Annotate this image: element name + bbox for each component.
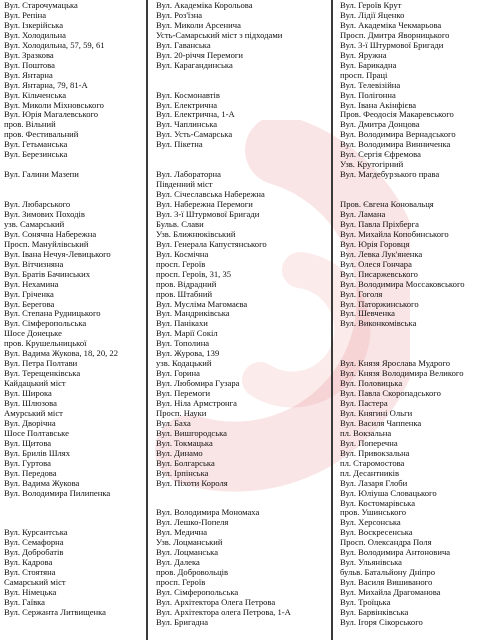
street-entry: Вул. Широка [4,389,52,399]
street-entry: Вул. Паторжинського [340,299,419,309]
street-entry: Вул. Миколи Міхновського [4,100,104,110]
street-entry: Вул. Галини Мазепи [4,170,79,180]
street-entry: Бульв. Слави [156,219,204,229]
street-entry: Вул. Кадрова [4,558,53,568]
street-entry: Вул. Петра Полтави [4,359,78,369]
street-entry: Вул. Архітектора Олега Петрова [156,598,276,607]
street-entry [4,160,144,170]
street-entry: Вул. Старочумацька [4,1,78,10]
street-entry [340,329,498,339]
street-entry: пров. Добровольців [156,568,229,578]
street-entry [156,150,328,160]
street-entry: Вул. Марії Сокіл [156,329,218,339]
street-entry: Вул. Генерала Капустянського [156,239,267,249]
street-entry: Узв. Крутогірний [340,160,404,170]
street-entry: Вул. Мандриківська [156,309,230,319]
street-entry: Вул. Курсантська [4,528,68,538]
street-entry: Вул. Нехамина [4,279,59,289]
street-entry: пров. Крушельницької [4,339,87,349]
street-entry: Вул. Болгарська [156,458,215,468]
street-entry: Вул. Брилів Шлях [4,448,71,458]
street-entry: Вул. Усть-Самарська [156,130,233,140]
street-entry: Вул. Лідії Яценко [340,10,405,20]
street-entry: Вул. Князя Ярослава Мудрого [340,359,451,369]
street-entry: Вул. Михайла Копобинського [340,229,449,239]
street-entry: Вул. Магдебурзького права [340,170,440,180]
street-entry: Вул. Шлюзова [4,399,57,408]
street-entry: Вул. Гуртова [4,458,51,468]
street-entry: Вул. Сержанта Литвищенка [4,607,106,617]
street-entry: Вул. Юліуша Словацького [340,488,437,498]
street-entry: Вул. Костомарівська [340,498,416,508]
street-entry: Вул. Володимира Винниченка [340,140,451,150]
street-entry: Вул. Яружна [340,50,387,60]
street-entry: Вул. Воскресенська [340,528,413,538]
street-entry: просп. Героїв, 31, 35 [156,269,232,279]
street-entry [4,508,144,518]
street-entry: бульв. Батальйону Дніпро [340,568,435,578]
street-entry: Вул. Мусліма Магомаєва [156,299,248,309]
street-entry: Вул. Привокзальна [340,448,410,458]
street-entry: Вул. Роз'їзна [156,10,203,20]
street-entry: Вул. Добробатів [4,548,64,558]
street-entry: Кайдацький міст [4,379,66,389]
street-entry: Вул. Сімферопольська [156,588,239,598]
street-entry: Вул. Барвінківська [340,607,409,617]
street-entry: пл. Вокзальна [340,428,392,438]
street-entry: Вул. Володимира Антоновича [340,548,451,558]
street-entry: Вул. Щитова [4,438,52,448]
street-entry: Вул. Берегова [4,299,55,309]
street-entry: узв. Самарський [4,219,65,229]
street-entry: Вул. Янтарна [4,70,53,80]
street-entry: Вул. Павла Пріхберга [340,219,419,229]
street-entry: Вул. Ірпінська [156,468,209,478]
street-entry [340,339,498,349]
street-entry: Вул. Холодильна [4,30,66,40]
street-entry: Вул. Лешко-Попеля [156,518,229,528]
street-entry: пл. Старомостова [340,458,405,468]
street-entry: просп. Героїв [156,259,206,269]
street-entry: Вул. Лазаря Глоби [340,478,408,488]
street-entry: Вул. Сімферопольська [4,319,87,329]
street-entry: Вул. Шевченка [340,309,395,319]
street-entry: Вул. Братів Бачинських [4,269,91,279]
street-entry: Вул. Володимира Мономаха [156,508,260,518]
street-entry: Вул. Холодильна, 57, 59, 61 [4,40,105,50]
street-entry: Вул. Академіка Чекмарьова [340,20,442,30]
street-entry: Вул. Половицька [340,379,403,389]
street-entry: Вул. Поперечна [340,438,398,448]
street-entry: Вул. Космонавтів [156,90,220,100]
street-entry [4,190,144,200]
street-entry: Вул. Зразкова [4,50,54,60]
street-entry [4,518,144,528]
street-entry: Вул. Січеславська Набережна [156,190,265,200]
street-entry: Вул. Князя Володимира Великого [340,369,464,379]
street-entry: Вул. Поштова [4,60,55,70]
street-entry: Просп. Науки [156,408,207,418]
street-entry: Вул. Лоцманська [156,548,219,558]
street-entry: Вул. Полігонна [340,90,396,100]
street-entry [340,349,498,359]
street-entry [156,71,328,81]
street-entry [156,160,328,170]
street-entry: Вул. Репіна [4,10,47,20]
column-divider-left [146,0,148,640]
street-entry: Вул. Вишгородська [156,428,227,438]
street-entry [156,499,328,509]
street-entry: Вул. Стоятяна [4,568,56,578]
street-entry: Вул. Лабораторна [156,170,221,180]
street-entry: Вул. Передова [4,468,57,478]
street-entry [156,81,328,91]
street-list-column-1 [0,0,144,640]
street-entry: просп. Героїв [156,578,206,588]
street-entry: пров. Штабний [156,289,213,299]
street-entry: Вул. Гаївка [4,598,45,607]
street-entry: Вул. 3-ї Штурмової Бригади [340,40,444,50]
street-entry: Вул. Юрія Магалевського [4,110,99,120]
street-entry: Вул. Дмитра Донцова [340,120,420,130]
street-entry: Усть-Самарський міст з підходами [156,30,283,40]
street-entry: Вул. Ігоря Сікорського [340,617,423,627]
street-entry: Вул. Вадима Жукова, 18, 20, 22 [4,349,119,359]
street-entry: Вул. Баха [156,418,191,428]
street-entry: Самарський міст [4,578,66,588]
street-entry: Вул. Володимира Моссаковського [340,279,465,289]
street-entry: Вул. Любомира Гузара [156,379,240,389]
street-entry: пл. Десантників [340,468,400,478]
street-entry: Вул. Ніла Армстронга [156,399,237,408]
street-entry: Вул. Чаплинська [156,120,218,130]
street-entry: Шосе Донецьке [4,329,62,339]
street-entry: Вул. Михайла Драгоманова [340,588,441,598]
street-entry: Вул. Піхоти Короля [156,478,228,488]
street-entry: Вул. Володимира Пилипенка [4,488,111,498]
street-entry [156,489,328,499]
street-entry: Вул. Телевізійна [340,80,401,90]
street-entry: Вул. Ізкерійська [4,20,64,30]
street-entry: Вул. Тополина [156,339,210,349]
street-entry: Вул. Херсонська [340,518,401,528]
street-entry: Вул. Медична [156,528,208,538]
street-entry: Вул. 3-ї Штурмової Бригади [156,209,260,219]
street-entry: Вул. Академіка Корольова [156,1,253,10]
street-entry: Вул. Ульянівська [340,558,402,568]
street-entry: Вул. Терещенківська [4,369,81,379]
street-entry: Вул. Виконкомівська [340,319,417,329]
street-entry: Вул. Барикадна [340,60,397,70]
street-entry: Вул. Василя Вишиваного [340,578,433,588]
street-entry: Вул. Миколи Арсенича [156,20,241,30]
street-entry: Південний міст [156,180,213,190]
street-entry: Просп. Олександра Поля [340,538,432,548]
street-list-column-3 [336,0,498,640]
street-entry: Вул. Степана Рудницького [4,309,101,319]
street-entry: Вул. Писаржевського [340,269,418,279]
street-entry: Вул. Пастера [340,399,388,408]
street-entry: Вул. Вітчизняна [4,259,64,269]
street-entry [340,180,498,190]
street-entry: Вул. Василя Чаппенка [340,418,422,428]
street-entry: Вул. Перемоги [156,389,211,399]
street-entry: пров. Відрадний [156,279,217,289]
street-entry: Вул. Токмацька [156,438,213,448]
street-entry: Вул. Сергія Єфремова [340,150,421,160]
street-entry [4,499,144,509]
street-entry: Вул. Горина [156,369,200,379]
street-entry: Вул. Пікетна [156,140,203,150]
street-entry: Амурський міст [4,408,63,418]
street-entry: пров. Фестивальний [4,130,79,140]
street-entry: пров. Ушинського [340,508,407,518]
street-entry: Вул. Далека [156,558,200,568]
street-entry: Вул. Бригадна [156,617,209,627]
street-entry: Вул. Панікахи [156,319,208,329]
street-entry: Узв. Ближнюківський [156,229,236,239]
street-entry [340,190,498,200]
street-entry: Вул. Космічна [156,249,209,259]
street-entry: Вул. Володимира Вернадського [340,130,456,140]
street-entry: Шосе Полтавське [4,428,69,438]
street-entry: Вул. Княгині Ольги [340,408,413,418]
street-entry: Вул. Набережна Перемоги [156,200,253,209]
street-entry: Вул. Гаванська [156,40,211,50]
street-entry: Вул. Динамо [156,448,203,458]
street-entry: просп. Праці [340,70,388,80]
street-entry: Вул. Івана Нечуя-Левицького [4,249,111,259]
street-entry: Вул. Електрична, 1-А [156,110,235,120]
street-entry: Пров. Євгена Коновальця [340,200,434,209]
street-entry: Вул. Зимових Походів [4,209,85,219]
street-entry: Вул. Карагандинська [156,60,233,70]
street-entry: Вул. Павла Скоропадського [340,389,441,399]
street-entry: Просп. Мануйлівський [4,239,89,249]
street-entry: Вул. Янтарна, 79, 81-А [4,80,88,90]
street-entry: Вул. Героїв Крут [340,1,402,10]
street-entry: Вул. Троїцька [340,598,391,607]
street-entry: Вул. Вадима Жукова [4,478,80,488]
street-entry: Вул. Журова, 139 [156,349,220,359]
street-entry: Вул. Олеся Гончара [340,259,412,269]
street-entry: Вул. Юрія Горовця [340,239,410,249]
street-entry: Узв. Лоцманський [156,538,223,548]
street-entry [4,180,144,190]
column-divider-right [331,0,333,640]
street-entry: Вул. Архітектора олега Петрова, 1-А [156,607,291,617]
street-entry: Вул. Березинська [4,150,68,160]
street-entry: пров. Вільний [4,120,56,130]
street-entry: Вул. 20-річчя Перемоги [156,50,243,60]
street-entry: Вул. Левка Лук'яненка [340,249,423,259]
street-entry: узв. Кодацький [156,359,212,369]
street-entry: Просп. Дмитра Яворницького [340,30,450,40]
street-entry: Пров. Феодосія Макаревського [340,110,454,120]
street-entry: Вул. Кільченська [4,90,67,100]
street-entry: Вул. Семафорна [4,538,64,548]
street-entry: Вул. Сонячна Набережна [4,229,97,239]
street-list-column-2 [152,0,328,640]
street-entry: Вул. Гріченка [4,289,54,299]
street-entry: Вул. Електрична [156,100,218,110]
street-entry: Вул. Німецька [4,588,57,598]
street-entry: Вул. Ламана [340,209,386,219]
street-entry: Вул. Гетьманська [4,140,68,150]
street-entry: Вул. Гоголя [340,289,383,299]
street-entry: Вул. Дворічна [4,418,56,428]
street-entry: Вул. Івана Акінфієва [340,100,417,110]
street-entry: Вул. Любарського [4,200,71,209]
